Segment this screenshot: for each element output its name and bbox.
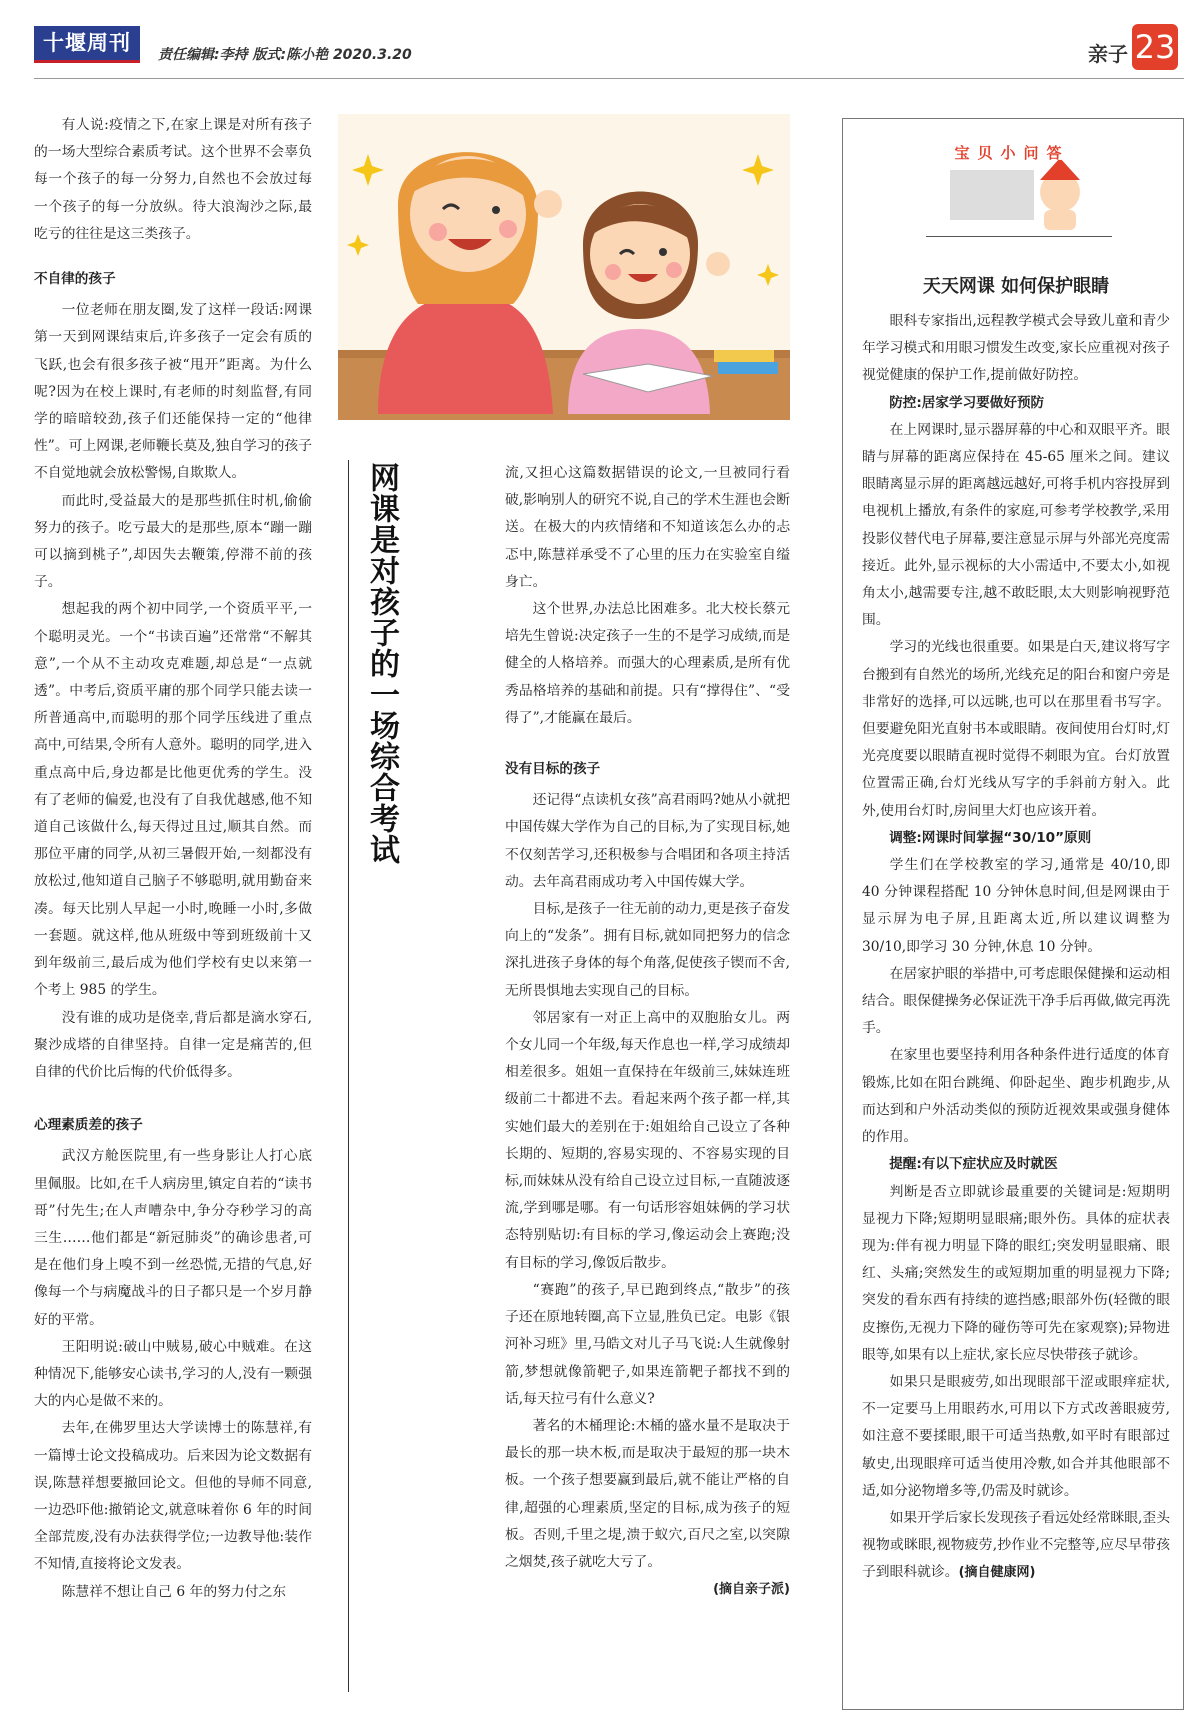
paragraph: 王阳明说:破山中贼易,破心中贼难。在这种情况下,能够安心读书,学习的人,没有一颗强大的内心是做不来的。 (34, 1338, 312, 1410)
sidebar-heading-1: 防控:居家学习要做好预防 (889, 394, 1045, 411)
paragraph: 去年,在佛罗里达大学读博士的陈慧祥,有一篇博士论文投稿成功。后来因为论文数据有误,陈慧祥想要撤回论文。但他的导师不同意,一边恐吓他:撤销论文,就意味着你 6 年的时间全部荒废,没有办法获得学位;一边教导他:装作不知情,直接将论文发表。 (34, 1420, 312, 1573)
baby-qa-badge (932, 140, 1092, 236)
column-divider (348, 460, 349, 1692)
badge-text: 宝贝小问答 (954, 144, 1070, 162)
paragraph-text: 如果开学后家长发现孩子看远处经常眯眼,歪头视物或眯眼,视物疲劳,抄作业不完整等,应尽早带孩子到眼科就诊。 (862, 1509, 1170, 1581)
paragraph: 在家里也要坚持利用各种条件进行适度的体育锻炼,比如在阳台跳绳、仰卧起坐、跑步机跑步,从而达到和户外活动类似的预防近视效果或强身健体的作用。 (862, 1047, 1170, 1146)
paragraph: 陈慧祥不想让自己 6 年的努力付之东 (61, 1583, 287, 1600)
paragraph: 学习的光线也很重要。如果是白天,建议将写字台搬到有自然光的场所,光线充足的阳台和窗户旁是非常好的选择,可以远眺,也可以在那里看书写字。但要避免阳光直射书本或眼睛。夜间使用台灯时,灯光亮度要以眼睛直视时觉得不刺眼为宜。台灯放置位置需正确,台灯光线从写字的手斜前方射入。此外,使用台灯时,房间里大灯也应该开着。 (862, 639, 1170, 819)
source-credit: (摘自亲子派) (713, 1582, 790, 1598)
paragraph: 流,又担心这篇数据错误的论文,一旦被同行看破,影响别人的研究不说,自己的学术生涯也会断送。在极大的内疚情绪和不知道该怎么办的忐忑中,陈慧祥承受不了心里的压力在实验室自缢身亡。 (505, 465, 790, 590)
header-rule (34, 78, 1184, 79)
paragraph: 邻居家有一对正上高中的双胞胎女儿。两个女儿同一个年级,每天作息也一样,学习成绩却相差很多。姐姐一直保持在年级前三,妹妹连班级前二十都进不去。看起来两个孩子都一样,其实她们最大的差别在于:姐姐给自己设立了各种长期的、短期的,容易实现的、不容易实现的目标,而妹妹从没有给自己设立过目标,一直随波逐流,学到哪是哪。有一句话形容姐妹俩的学习状态特别贴切:有目标的学习,像运动会上赛跑;没有目标的学习,像饭后散步。 (505, 1009, 790, 1271)
paragraph: 著名的木桶理论:木桶的盛水量不是取决于最长的那一块木板,而是取决于最短的那一块木板。一个孩子想要赢到最后,就不能让严格的自律,超强的心理素质,坚定的目标,成为孩子的短板。否则,千里之堤,溃于蚁穴,百尺之室,以突隙之烟焚,孩子就吃大亏了。 (505, 1417, 790, 1570)
badge-rule (926, 236, 1112, 237)
section-heading-3: 没有目标的孩子 (505, 761, 601, 778)
paragraph: 而此时,受益最大的是那些抓住时机,偷偷努力的孩子。吃亏最大的是那些,原本“蹦一蹦可以摘到桃子”,却因失去鞭策,停滞不前的孩子。 (34, 492, 312, 591)
paragraph: 学生们在学校教室的学习,通常是 40/10,即 40 分钟课程搭配 10 分钟休息时间,但是网课由于显示屏为电子屏,且距离太近,所以建议调整为 30/10,即学习 30 分钟,休息 10 分钟。 (862, 857, 1170, 955)
sidebar-heading-2: 调整:网课时间掌握“30/10”原则 (889, 829, 1092, 846)
paragraph: 目标,是孩子一往无前的动力,更是孩子奋发向上的“发条”。拥有目标,就如同把努力的信念深扎进孩子身体的每个角落,促使孩子锲而不舍,无所畏惧地去实现自己的目标。 (505, 901, 790, 999)
article-title: 网课是对孩子的一场综合考试 (364, 462, 399, 865)
paragraph: 这个世界,办法总比困难多。北大校长蔡元培先生曾说:决定孩子一生的不是学习成绩,而是健全的人格培养。而强大的心理素质,是所有优秀品格培养的基础和前提。只有“撑得住”、“受得了”,才能赢在最后。 (505, 601, 790, 726)
sidebar-heading-3: 提醒:有以下症状应及时就医 (889, 1156, 1058, 1173)
paragraph: 想起我的两个初中同学,一个资质平平,一个聪明灵光。一个“书读百遍”还常常“不解其意”,一个从不主动攻克难题,却总是“一点就透”。中考后,资质平庸的那个同学只能去读一所普通高中,而聪明的那个同学压线进了重点高中,可结果,令所有人意外。聪明的同学,进入重点高中后,身边都是比他更优秀的学生。没有了老师的偏爱,也没有了自我优越感,他不知道自己该做什么,每天得过且过,顺其自然。而那位平庸的同学,从初三暑假开始,一刻都没有放松过,他知道自己脑子不够聪明,就用勤奋来凑。每天比别人早起一小时,晚睡一小时,多做一套题。就这样,他从班级中等到班级前十又到年级前三,最后成为他们学校有史以来第一个考上 985 的学生。 (34, 601, 312, 999)
masthead-logo: 十堰周刊 (34, 26, 140, 63)
paragraph: 判断是否立即就诊最重要的关键词是:短期明显视力下降;短期明显眼痛;眼外伤。具体的症状表现为:伴有视力明显下降的眼红;突发明显眼痛、眼红、头痛;突然发生的或短期加重的明显视力下降;突发的看东西有持续的遮挡感;眼部外伤(轻微的眼皮擦伤,无视力下降的碰伤等可先在家观察);异物进眼等,如果有以上症状,家长应尽快带孩子就诊。 (862, 1183, 1170, 1363)
section-heading-1: 不自律的孩子 (34, 271, 116, 288)
section-heading-2: 心理素质差的孩子 (34, 1117, 143, 1134)
article-column-1 (34, 112, 312, 1606)
sidebar-title: 天天网课 如何保护眼睛 (922, 276, 1110, 297)
paragraph: 一位老师在朋友圈,发了这样一段话:网课第一天到网课结束后,许多孩子一定会有质的飞跃,也会有很多孩子被“甩开”距离。为什么呢?因为在校上课时,有老师的时刻监督,有同学的暗暗较劲,孩子们还能保持一定的“他律性”。可上网课,老师鞭长莫及,独自学习的孩子不自觉地就会放松警惕,自欺欺人。 (34, 302, 312, 482)
page-number: 23 (1132, 24, 1178, 70)
illustration-mother-child (338, 114, 790, 420)
paragraph: 还记得“点读机女孩”高君雨吗?她从小就把中国传媒大学作为自己的目标,为了实现目标,她不仅刻苦学习,还积极参与合唱团和各项主持活动。去年高君雨成功考入中国传媒大学。 (505, 792, 790, 890)
article-column-3 (505, 460, 790, 1603)
paragraph: 在居家护眼的举措中,可考虑眼保健操和运动相结合。眼保健操务必保证洗干净手后再做,做完再洗手。 (862, 965, 1170, 1037)
paragraph: 如果只是眼疲劳,如出现眼部干涩或眼痒症状,不一定要马上用眼药水,可用以下方式改善眼疲劳,如注意不要揉眼,眼干可适当热敷,如平时有眼部过敏史,出现眼痒可适当使用冷敷,如合并其他眼部不适,如分泌物增多等,仍需及时就诊。 (862, 1373, 1170, 1499)
paragraph: 眼科专家指出,远程教学模式会导致儿童和青少年学习模式和用眼习惯发生改变,家长应重视对孩子视觉健康的保护工作,提前做好防控。 (862, 313, 1170, 384)
section-label: 亲子 (1088, 42, 1128, 66)
source-credit: (摘自健康网) (958, 1565, 1036, 1581)
paragraph: 武汉方舱医院里,有一些身影让人打心底里佩服。比如,在千人病房里,镇定自若的“读书哥”付先生;在人声嘈杂中,争分夺秒学习的高三生……他们都是“新冠肺炎”的确诊患者,可是在他们身上嗅不到一丝恐慌,无措的气息,好像每一个与病魔战斗的日子都只是一个岁月静好的平常。 (34, 1148, 312, 1328)
paragraph: “赛跑”的孩子,早已跑到终点,“散步”的孩子还在原地转圈,高下立显,胜负已定。电影《银河补习班》里,马皓文对儿子马飞说:人生就像射箭,梦想就像箭靶子,如果连箭靶子都找不到的话,每天拉弓有什么意义? (505, 1281, 790, 1407)
paragraph (862, 1505, 1170, 1587)
intro-paragraph: 有人说:疫情之下,在家上课是对所有孩子的一场大型综合素质考试。这个世界不会辜负每一个孩子的每一分努力,自然也不会放过每一个孩子的每一分放纵。待大浪淘沙之际,最吃亏的往往是这三类孩子。 (34, 117, 312, 242)
sidebar-column (862, 308, 1170, 1587)
paragraph: 没有谁的成功是侥幸,背后都是滴水穿石,聚沙成塔的自律坚持。自律一定是痛苦的,但自律的代价比后悔的代价低得多。 (34, 1009, 312, 1080)
paragraph: 在上网课时,显示器屏幕的中心和双眼平齐。眼睛与屏幕的距离应保持在 45-65 厘米之间。建议眼睛离显示屏的距离越远越好,可将手机内容投屏到电视机上播放,有条件的家庭,可参考学校教学,采用投影仪替代电子屏幕,要注意显示屏与外部光亮度需接近。此外,显示视标的大小需适中,不要太小,如视角太小,越需要专注,越不敢眨眼,太大则影响视野范围。 (862, 421, 1170, 629)
editor-info: 责任编辑:李持 版式:陈小艳 2020.3.20 (158, 47, 412, 63)
